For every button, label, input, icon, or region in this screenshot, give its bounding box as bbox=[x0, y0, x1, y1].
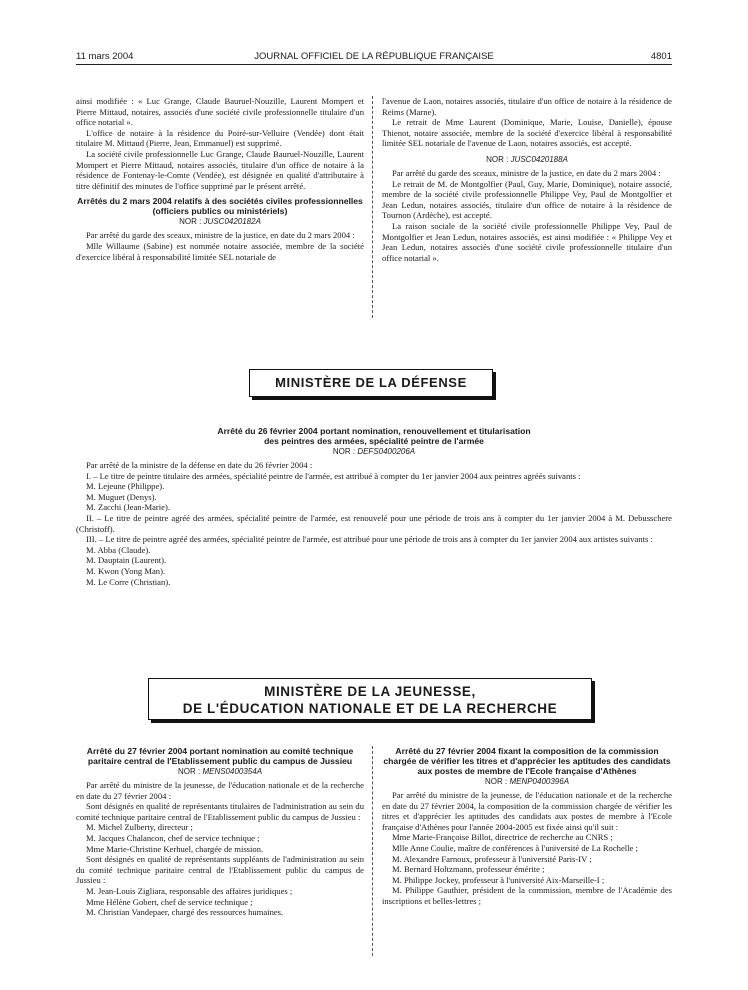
name-item: M. Alexandre Farnoux, professeur à l'université Paris-IV ; bbox=[392, 853, 592, 864]
name-item: Mlle Anne Coulie, maître de conférences à l'université de La Rochelle ; bbox=[392, 842, 638, 853]
name-item: M. Bernard Holtzmann, professeur émérite ; bbox=[392, 864, 545, 875]
nor-reference: NOR : JUSC0420182A bbox=[179, 217, 261, 227]
name-item: M. Lejeune (Philippe). bbox=[86, 481, 165, 492]
nor-reference: NOR : JUSC0420188A bbox=[486, 154, 568, 164]
name-item: M. Christian Vandepaer, chargé des ressources humaines. bbox=[86, 907, 284, 918]
top-right-column bbox=[382, 96, 672, 263]
name-item: M. Philippe Jockey, professeur à l'université Aix-Marseille-I ; bbox=[392, 874, 605, 885]
name-item: Mme Hélène Gobert, chef de service technique ; bbox=[86, 896, 253, 907]
name-item: M. Le Corre (Christian). bbox=[86, 576, 171, 587]
paragraph: Sont désignés en qualité de représentants titulaires de l'administration au sein du comité technique paritaire central de l'Etablissement public du campus de Jussieu : bbox=[76, 801, 364, 822]
paragraph: Le retrait de Mme Laurent (Dominique, Marie, Louise, Danielle), épouse Thienot, notaire associée, membre de la société d'exercice libéral à responsabilité limitée SEL notariale de l'avenue de Laon, notaires associés, est accepté. bbox=[382, 117, 672, 149]
paragraph: Mlle Willaume (Sabine) est nommée notaire associée, membre de la société d'exercice libéral à responsabilité limitée SEL notariale de bbox=[76, 240, 364, 262]
paragraph: La société civile professionnelle Luc Grange, Claude Bauruel-Nouzille, Laurent Mompert et Pierre Mittaud, notaires associés, titulaire d'un office de notaire à la résidence de Fontenay-le-Comte (Vendée), est désignée en qualité d'attributaire à titre définitif des minutes de l'office supprimé par le présent arrêté. bbox=[76, 148, 364, 191]
name-item: M. Jean-Louis Zigliara, responsable des affaires juridiques ; bbox=[86, 885, 293, 896]
name-item: Mme Marie-Christine Kerhuel, chargée de mission. bbox=[86, 843, 264, 854]
top-left-column bbox=[76, 96, 364, 262]
name-item: M. Jacques Chalancon, chef de service technique ; bbox=[86, 832, 260, 843]
column-separator bbox=[372, 96, 373, 318]
ministry-heading-education bbox=[148, 678, 592, 720]
paragraph: Par arrêté du garde des sceaux, ministre de la justice, en date du 2 mars 2004 : bbox=[392, 167, 661, 178]
paragraph: L'office de notaire à la résidence du Poiré-sur-Velluire (Vendée) dont était titulaire M. Mittaud (Pierre, Jean, Emmanuel) est supprimé. bbox=[76, 127, 364, 149]
paragraph: Par arrêté du ministre de la jeunesse, de l'éducation nationale et de la recherche en date du 27 février 2004 : bbox=[76, 780, 364, 801]
paragraph: Le retrait de M. de Montgolfier (Paul, Guy, Marie, Dominique), notaire associé, membre de la société civile professionnelle Philippe Vey, Paul de Montgolfier et Jean Ledun, notaires associés, titulaire d'un office de notaire à la résidence de Tournon (Ardèche), est accepté. bbox=[382, 178, 672, 221]
ministry-heading-defense: MINISTÈRE DE LA DÉFENSE bbox=[249, 369, 493, 397]
header-date: 11 mars 2004 bbox=[76, 51, 134, 62]
name-item: Mme Marie-Françoise Billot, directrice de recherche au CNRS ; bbox=[392, 832, 613, 843]
decree-title: Arrêté du 27 février 2004 fixant la composition de la commission chargée de vérifier les titres et d'apprécier les aptitudes des candidats aux postes de membre de l'Ecole française d'Athènes bbox=[383, 746, 671, 776]
paragraph: ainsi modifiée : « Luc Grange, Claude Bauruel-Nouzille, Laurent Mompert et Pierre Mittaud, notaires, associés d'une société civile professionnelle titulaire d'un office notarial ». bbox=[76, 96, 364, 128]
paragraph: La raison sociale de la société civile professionnelle Philippe Vey, Paul de Montgolfier et Jean Ledun, notaires associés, est ainsi modifiée : « Philippe Vey et Jean Ledun, notaires associés d'une société civile professionnelle titulaire d'un office notarial ». bbox=[382, 220, 672, 263]
nor-reference: NOR : DEFS0400206A bbox=[332, 447, 416, 456]
paragraph: II. – Le titre de peintre agréé des armées, spécialité peintre de l'armée, est renouvelé pour une période de trois ans à compter du 1er janvier 2004 à M. Debusschere (Christoff). bbox=[76, 512, 672, 534]
paragraph: III. – Le titre de peintre agréé des armées, spécialité peintre de l'armée, est attribué pour une période de trois ans à compter du 1er janvier 2004 aux artistes suivants : bbox=[86, 534, 653, 545]
paragraph: Sont désignés en qualité de représentants suppléants de l'administration au sein du comité technique paritaire central de l'Etablissement public du campus de Jussieu : bbox=[76, 854, 364, 886]
name-item: M. Muguet (Denys). bbox=[86, 491, 157, 502]
decree-title-line: des peintres des armées, spécialité peintre de l'armée bbox=[264, 436, 484, 446]
bottom-right-column bbox=[382, 746, 672, 907]
name-item: M. Philippe Gauthier, président de la commission, membre de l'Académie des inscriptions et belles-lettres ; bbox=[382, 885, 672, 906]
header-journal-title: JOURNAL OFFICIEL DE LA RÉPUBLIQUE FRANÇAISE bbox=[254, 51, 494, 62]
ministry-heading-line: DE L'ÉDUCATION NATIONALE ET DE LA RECHERCHE bbox=[182, 701, 558, 716]
header-rule bbox=[76, 64, 672, 65]
paragraph: l'avenue de Laon, notaires associés, titulaire d'un office de notaire à la résidence de Reims (Marne). bbox=[382, 96, 672, 117]
decree-title: Arrêté du 27 février 2004 portant nomination au comité technique paritaire central de l'Etablissement public du campus de Jussieu bbox=[86, 746, 354, 766]
paragraph: I. – Le titre de peintre titulaire des armées, spécialité peintre de l'armée, est attribué à compter du 1er janvier 2004 aux peintres agréés suivants : bbox=[86, 470, 581, 481]
paragraph: Par arrêté du garde des sceaux, ministre de la justice, en date du 2 mars 2004 : bbox=[86, 230, 355, 241]
paragraph: Par arrêté de la ministre de la défense en date du 26 février 2004 : bbox=[86, 460, 313, 470]
bottom-left-column bbox=[76, 746, 364, 918]
name-item: M. Dauptain (Laurent). bbox=[86, 555, 167, 566]
header-page-number: 4801 bbox=[650, 51, 672, 62]
paragraph: Par arrêté du ministre de la jeunesse, de l'éducation nationale et de la recherche en date du 27 février 2004, la composition de la commission chargée de vérifier les titres et d'apprécier les aptitudes des candidats aux postes de membre à l'Ecole française d'Athènes pour l'année 2004-2005 est fixée ainsi qu'il suit : bbox=[382, 790, 672, 832]
decree-title: Arrêtés du 2 mars 2004 relatifs à des sociétés civiles professionnelles (officiers publics ou ministériels) bbox=[77, 196, 363, 217]
nor-reference: NOR : MENS0400354A bbox=[177, 767, 263, 776]
ministry-heading-line: MINISTÈRE DE LA JEUNESSE, bbox=[264, 684, 476, 699]
column-separator bbox=[372, 746, 373, 956]
defense-section bbox=[76, 426, 672, 587]
decree-title-line: Arrêté du 26 février 2004 portant nomination, renouvellement et titularisation bbox=[217, 426, 531, 436]
name-item: M. Abba (Claude). bbox=[86, 544, 151, 555]
nor-reference: NOR : MENP0400396A bbox=[484, 777, 570, 786]
name-item: M. Zacchi (Jean-Marie). bbox=[86, 502, 170, 513]
name-item: M. Kwon (Yong Man). bbox=[86, 565, 166, 576]
name-item: M. Michel Zulberty, directeur ; bbox=[86, 822, 193, 833]
